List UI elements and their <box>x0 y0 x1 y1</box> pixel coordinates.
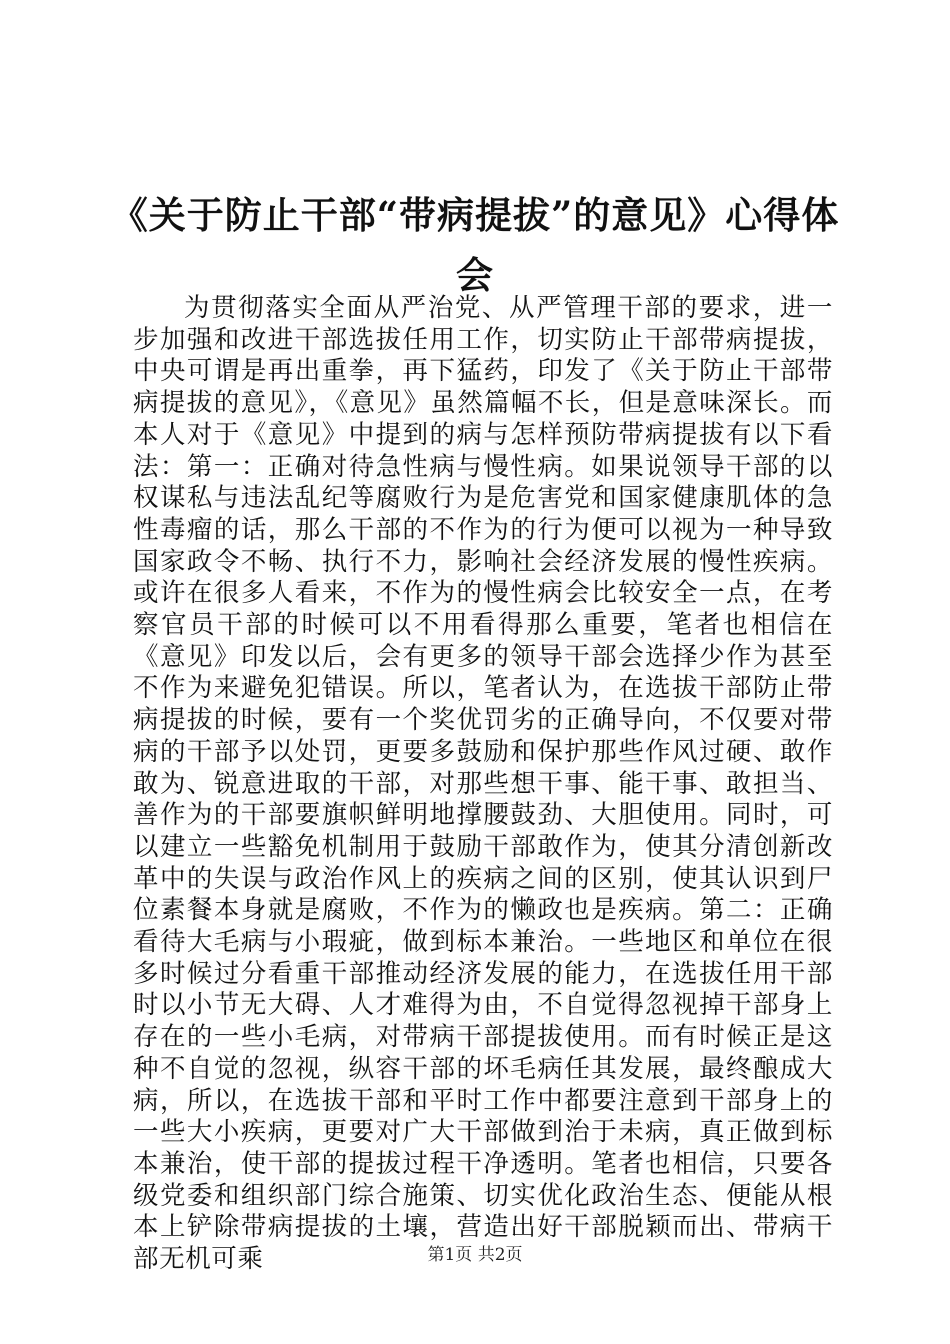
page-number-footer: 第1页 共2页 <box>427 1245 523 1265</box>
document-title: 《关于防止干部“带病提拔”的意见》心得体会 <box>110 192 840 297</box>
document-body-paragraph: 为贯彻落实全面从严治党、从严管理干部的要求，进一步加强和改进干部选拔任用工作，切实防止干部带病提拔，中央可谓是再出重拳，再下猛药，印发了《关于防止干部带病提拔的意见》，《意见》虽然篇幅不长，但是意味深长。而本人对于《意见》中提到的病与怎样预防带病提拔有以下看法：第一：正确对待急性病与慢性病。如果说领导干部的以权谋私与违法乱纪等腐败行为是危害党和国家健康肌体的急性毒瘤的话，那么干部的不作为的行为便可以视为一种导致国家政令不畅、执行不力，影响社会经济发展的慢性疾病。或许在很多人看来，不作为的慢性病会比较安全一点，在考察官员干部的时候可以不用看得那么重要，笔者也相信在《意见》印发以后，会有更多的领导干部会选择少作为甚至不作为来避免犯错误。所以，笔者认为，在选拔干部防止带病提拔的时候，要有一个奖优罚劣的正确导向，不仅要对带病的干部予以处罚，更要多鼓励和保护那些作风过硬、敢作敢为、锐意进取的干部，对那些想干事、能干事、敢担当、善作为的干部要旗帜鲜明地撑腰鼓劲、大胆使用。同时，可以建立一些豁免机制用于鼓励干部敢作为，使其分清创新改革中的失误与政治作风上的疾病之间的区别，使其认识到尸位素餐本身就是腐败，不作为的懒政也是疾病。第二：正确看待大毛病与小瑕疵，做到标本兼治。一些地区和单位在很多时候过分看重干部推动经济发展的能力，在选拔任用干部时以小节无大碍、人才难得为由，不自觉得忽视掉干部身上存在的一些小毛病，对带病干部提拔使用。而有时候正是这种不自觉的忽视，纵容干部的坏毛病任其发展，最终酿成大病，所以，在选拔干部和平时工作中都要注意到干部身上的一些大小疾病，更要对广大干部做到治于未病，真正做到标本兼治，使干部的提拔过程干净透明。笔者也相信，只要各级党委和组织部门综合施策、切实优化政治生态、便能从根本上铲除带病提拔的土壤，营造出好干部脱颖而出、带病干部无机可乘 <box>133 293 833 1275</box>
